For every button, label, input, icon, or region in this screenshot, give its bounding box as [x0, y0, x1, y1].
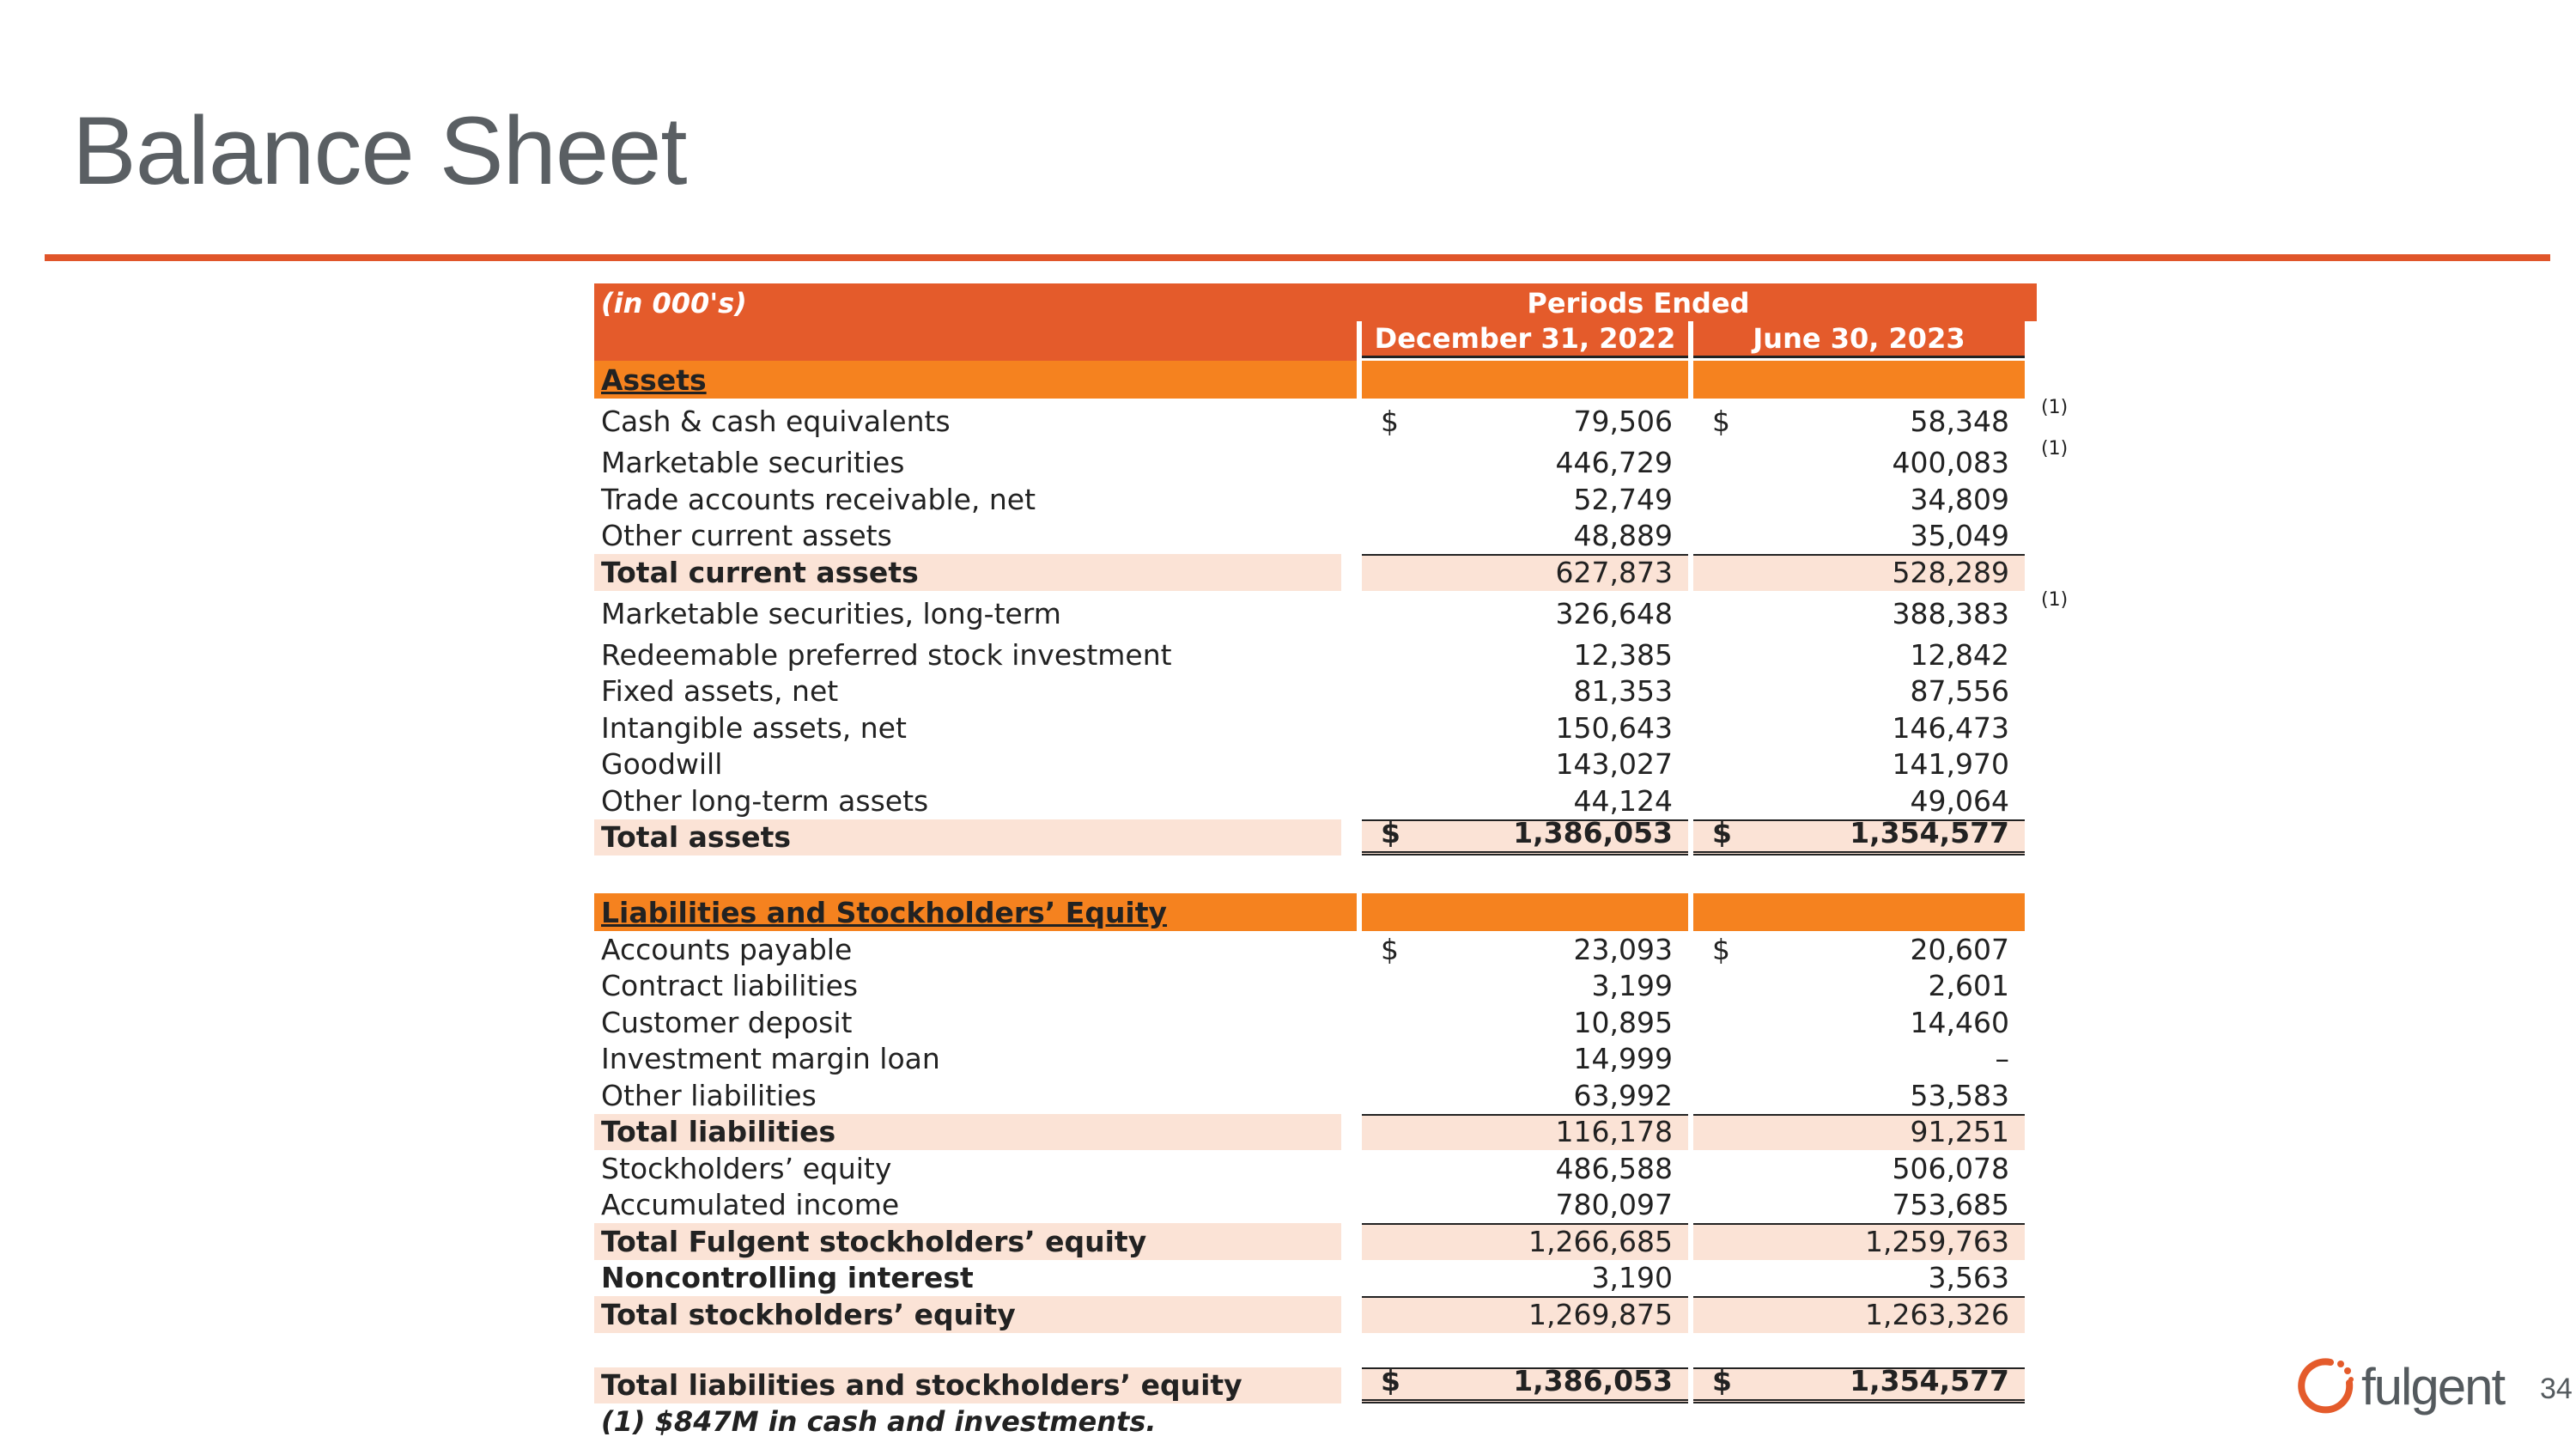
value-jun-2023: 1,259,763 [1865, 1224, 2009, 1258]
value-jun-2023: 34,809 [1910, 482, 2009, 516]
value-dec-2022: 1,266,685 [1528, 1224, 1673, 1258]
footnote-marker: (1) [2041, 397, 2069, 418]
table-row: Intangible assets, net 150,643 146,473 [601, 710, 2009, 745]
table-row: Noncontrolling interest 3,190 3,563 [601, 1261, 2009, 1294]
table-header-row [594, 283, 2037, 321]
section-header-assets [594, 361, 2037, 399]
value-jun-2023: 753,685 [1892, 1188, 2009, 1221]
value-dec-2022: 326,648 [1555, 596, 1673, 630]
currency-symbol: $ [1712, 816, 1732, 849]
table-row: Stockholders’ equity 486,588 506,078 [601, 1151, 2009, 1185]
value-dec-2022: 446,729 [1555, 446, 1673, 479]
value-jun-2023: 388,383 [1892, 596, 2009, 630]
value-dec-2022: 3,190 [1591, 1261, 1673, 1294]
table-row: Goodwill 143,027 141,970 [601, 747, 2009, 781]
value-jun-2023: 400,083 [1892, 446, 2009, 479]
value-jun-2023: 1,263,326 [1865, 1297, 2009, 1331]
page-number: 34 [2540, 1373, 2573, 1405]
currency-symbol: $ [1381, 405, 1399, 438]
periods-ended-header: Periods Ended [1527, 287, 1750, 320]
total-row: Total liabilities 116,178 91,251 [594, 1114, 2037, 1151]
value-dec-2022: 48,889 [1573, 519, 1673, 552]
value-dec-2022: 12,385 [1573, 637, 1673, 672]
table-row: Trade accounts receivable, net 52,749 34,809 [601, 482, 2009, 516]
value-jun-2023: 87,556 [1910, 674, 2009, 708]
value-dec-2022: 780,097 [1555, 1188, 1673, 1221]
value-dec-2022: 1,386,053 [1513, 1364, 1673, 1397]
table-row: Customer deposit 10,895 14,460 [601, 1005, 2009, 1039]
table-row: Accumulated income 780,097 753,685 [601, 1188, 2009, 1221]
logo-wordmark: fulgent [2361, 1357, 2505, 1416]
value-jun-2023: 91,251 [1910, 1115, 2009, 1148]
table-row: Marketable securities, long-term 326,648 388,383 (1) [601, 588, 2069, 630]
section-label: Liabilities and Stockholders’ Equity [601, 896, 1168, 929]
value-jun-2023: 1,354,577 [1850, 816, 2009, 849]
table-row: Other current assets 48,889 35,049 [601, 519, 2009, 552]
footnote: (1) $847M in cash and investments. [601, 1405, 1157, 1438]
value-dec-2022: 3,199 [1591, 969, 1673, 1002]
value-jun-2023: 12,842 [1910, 637, 2009, 672]
currency-symbol: $ [1381, 816, 1400, 849]
column-header-jun-2023: June 30, 2023 [1693, 321, 2025, 358]
page-title: Balance Sheet [72, 97, 687, 204]
value-dec-2022: 150,643 [1555, 710, 1673, 745]
value-dec-2022: 627,873 [1555, 555, 1673, 589]
table-row: Accounts payable $ 23,093 $ 20,607 [601, 932, 2009, 966]
total-row: Total stockholders’ equity 1,269,875 1,263,326 [594, 1296, 2037, 1333]
table-row: Other liabilities 63,992 53,583 [601, 1078, 2009, 1112]
value-jun-2023: 146,473 [1892, 710, 2009, 745]
value-jun-2023: 53,583 [1910, 1078, 2009, 1112]
total-row: Total liabilities and stockholders’ equity $ 1,386,053 $ 1,354,577 [594, 1367, 2037, 1404]
total-row: Total Fulgent stockholders’ equity 1,266,685 1,259,763 [594, 1223, 2037, 1260]
value-dec-2022: 10,895 [1573, 1005, 1673, 1039]
value-jun-2023: 49,064 [1910, 783, 2009, 818]
value-jun-2023: 58,348 [1910, 405, 2009, 438]
footnote-marker: (1) [2041, 588, 2069, 611]
total-row: Total assets $ 1,386,053 $ 1,354,577 [594, 819, 2037, 856]
value-dec-2022: 44,124 [1573, 783, 1673, 818]
value-dec-2022: 81,353 [1573, 674, 1673, 708]
currency-symbol: $ [1712, 1364, 1732, 1397]
table-row: Investment margin loan 14,999 – [601, 1042, 2009, 1075]
value-jun-2023: 35,049 [1910, 519, 2009, 552]
value-jun-2023: 141,970 [1892, 747, 2009, 781]
table-row: Marketable securities 446,729 400,083 (1) [601, 438, 2069, 479]
title-divider [45, 254, 2550, 261]
value-dec-2022: 23,093 [1573, 932, 1673, 966]
currency-symbol: $ [1381, 932, 1399, 966]
value-jun-2023: 20,607 [1910, 932, 2009, 966]
value-jun-2023: 2,601 [1928, 969, 2009, 1002]
value-jun-2023: – [1995, 1042, 2009, 1075]
value-jun-2023: 506,078 [1892, 1151, 2009, 1185]
table-row: Contract liabilities 3,199 2,601 [601, 969, 2009, 1002]
fulgent-logo [2293, 1354, 2504, 1419]
column-header-row [594, 321, 2037, 361]
value-jun-2023: 1,354,577 [1850, 1364, 2009, 1397]
value-jun-2023: 528,289 [1892, 555, 2009, 589]
currency-symbol: $ [1712, 405, 1730, 438]
value-dec-2022: 14,999 [1573, 1042, 1673, 1075]
balance-sheet-table [594, 283, 2069, 1438]
value-dec-2022: 486,588 [1555, 1151, 1673, 1185]
value-dec-2022: 1,386,053 [1513, 816, 1673, 849]
value-dec-2022: 1,269,875 [1528, 1297, 1673, 1331]
column-header-dec-2022: December 31, 2022 [1362, 321, 1688, 358]
table-row: Fixed assets, net 81,353 87,556 [601, 674, 2009, 708]
value-dec-2022: 143,027 [1555, 747, 1673, 781]
footnote-marker: (1) [2041, 438, 2069, 460]
value-dec-2022: 116,178 [1555, 1115, 1673, 1148]
table-row: Cash & cash equivalents $ 79,506 $ 58,348 (1) [601, 397, 2069, 438]
value-dec-2022: 52,749 [1573, 482, 1673, 516]
section-label: Assets [601, 363, 707, 397]
total-row: Total current assets 627,873 528,289 [594, 554, 2037, 591]
table-row: Redeemable preferred stock investment 12,385 12,842 [601, 637, 2009, 672]
currency-symbol: $ [1381, 1364, 1400, 1397]
currency-symbol: $ [1712, 932, 1730, 966]
value-jun-2023: 3,563 [1928, 1261, 2009, 1294]
value-jun-2023: 14,460 [1910, 1005, 2009, 1039]
value-dec-2022: 79,506 [1573, 405, 1673, 438]
table-row: Other long-term assets 44,124 49,064 [601, 783, 2009, 818]
value-dec-2022: 63,992 [1573, 1078, 1673, 1112]
section-header-liabilities [594, 893, 2037, 931]
unit-label: (in 000's) [601, 287, 747, 320]
fulgent-ring-icon [2293, 1354, 2358, 1419]
